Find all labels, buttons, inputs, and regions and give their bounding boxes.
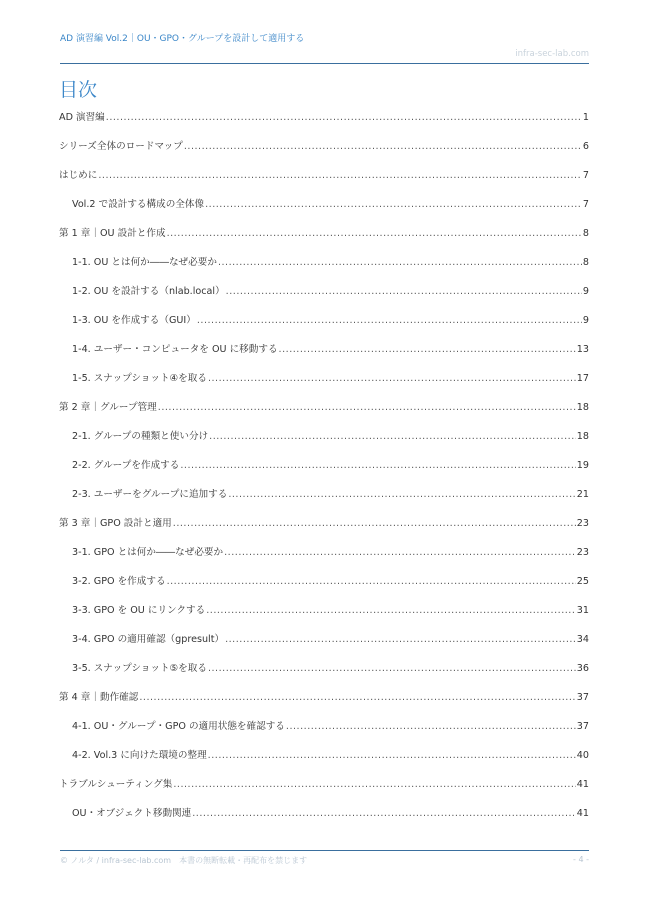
toc-heading: 目次: [59, 79, 98, 101]
toc-entry-label: 第 2 章｜グループ管理: [59, 402, 157, 413]
toc-leader-dots: [173, 509, 576, 538]
toc-leader-dots: [286, 712, 576, 741]
toc-leader-dots: [106, 103, 582, 132]
toc-entry[interactable]: [59, 683, 589, 712]
toc-entry[interactable]: [59, 480, 589, 509]
running-header-title: AD 演習編 Vol.2｜OU・GPO・グループを設計して適用する: [60, 34, 305, 44]
toc-leader-dots: [197, 306, 582, 335]
toc-entry[interactable]: [59, 654, 589, 683]
toc-leader-dots: [208, 654, 576, 683]
toc-entry-label: シリーズ全体のロードマップ: [59, 141, 183, 152]
toc-entry[interactable]: [59, 712, 589, 741]
toc-entry[interactable]: [59, 277, 589, 306]
toc-leader-dots: [173, 770, 575, 799]
toc-entry-page: 8: [582, 257, 589, 268]
toc-entry[interactable]: [59, 248, 589, 277]
toc-entry-label: 第 1 章｜OU 設計と作成: [59, 228, 166, 239]
toc-entry-label: Vol.2 で設計する構成の全体像: [72, 199, 205, 210]
toc-leader-dots: [206, 596, 576, 625]
toc-entry[interactable]: [59, 103, 589, 132]
toc-entry-page: 18: [576, 402, 589, 413]
toc-entry-label: 2-3. ユーザーをグループに追加する: [72, 489, 228, 500]
toc-entry[interactable]: [59, 770, 589, 799]
table-of-contents: [59, 103, 589, 828]
toc-entry-page: 13: [576, 344, 589, 355]
toc-entry-label: 3-5. スナップショット⑤を取る: [72, 663, 207, 674]
toc-entry[interactable]: [59, 161, 589, 190]
toc-entry-label: 第 3 章｜GPO 設計と適用: [59, 518, 172, 529]
toc-leader-dots: [209, 422, 576, 451]
toc-leader-dots: [184, 132, 582, 161]
toc-leader-dots: [279, 335, 576, 364]
toc-entry[interactable]: [59, 625, 589, 654]
toc-entry[interactable]: [59, 567, 589, 596]
toc-leader-dots: [228, 480, 575, 509]
toc-entry-label: はじめに: [59, 170, 98, 181]
toc-entry[interactable]: [59, 219, 589, 248]
toc-entry-label: 1-5. スナップショット④を取る: [72, 373, 207, 384]
toc-entry[interactable]: [59, 538, 589, 567]
toc-entry-page: 7: [582, 199, 589, 210]
toc-entry-label: OU・オブジェクト移動関連: [72, 808, 192, 819]
toc-entry-page: 23: [576, 518, 589, 529]
toc-entry-page: 17: [576, 373, 589, 384]
toc-leader-dots: [167, 567, 576, 596]
toc-entry-label: 第 4 章｜動作確認: [59, 692, 139, 703]
toc-leader-dots: [226, 277, 582, 306]
toc-leader-dots: [218, 248, 582, 277]
toc-entry-page: 23: [576, 547, 589, 558]
toc-entry-page: 1: [582, 112, 589, 123]
toc-entry-page: 8: [582, 228, 589, 239]
toc-entry-label: 3-1. GPO とは何か――なぜ必要か: [72, 547, 224, 558]
toc-entry[interactable]: [59, 393, 589, 422]
toc-leader-dots: [208, 364, 576, 393]
toc-leader-dots: [192, 799, 576, 828]
toc-entry-page: 6: [582, 141, 589, 152]
toc-entry-label: 1-2. OU を設計する（nlab.local）: [72, 286, 225, 297]
toc-entry[interactable]: [59, 364, 589, 393]
toc-entry-page: 36: [576, 663, 589, 674]
toc-entry-page: 9: [582, 315, 589, 326]
toc-entry[interactable]: [59, 596, 589, 625]
toc-entry-page: 37: [576, 692, 589, 703]
toc-entry[interactable]: [59, 741, 589, 770]
toc-entry-label: 2-1. グループの種類と使い分け: [72, 431, 209, 442]
toc-entry-label: 1-3. OU を作成する（GUI）: [72, 315, 196, 326]
toc-entry-page: 34: [576, 634, 589, 645]
toc-entry[interactable]: [59, 132, 589, 161]
toc-leader-dots: [139, 683, 575, 712]
toc-entry-page: 25: [576, 576, 589, 587]
footer-divider: [60, 850, 589, 851]
toc-leader-dots: [225, 625, 576, 654]
toc-entry-label: 1-1. OU とは何か――なぜ必要か: [72, 257, 217, 268]
toc-entry-page: 7: [582, 170, 589, 181]
toc-entry-page: 31: [576, 605, 589, 616]
toc-leader-dots: [208, 741, 576, 770]
toc-entry-label: 4-2. Vol.3 に向けた環境の整理: [72, 750, 207, 761]
toc-entry-page: 41: [576, 779, 589, 790]
footer-page-number: - 4 -: [573, 855, 589, 864]
footer-copyright: © ノルタ / infra-sec-lab.com 本書の無断転載・再配布を禁じます: [60, 856, 308, 865]
toc-entry-page: 19: [576, 460, 589, 471]
toc-leader-dots: [98, 161, 582, 190]
toc-entry-page: 9: [582, 286, 589, 297]
toc-entry-page: 18: [576, 431, 589, 442]
header-divider: [60, 63, 589, 64]
toc-entry[interactable]: [59, 335, 589, 364]
toc-entry-label: AD 演習編: [59, 112, 105, 123]
toc-leader-dots: [158, 393, 576, 422]
toc-entry[interactable]: [59, 509, 589, 538]
toc-entry-label: 4-1. OU・グループ・GPO の適用状態を確認する: [72, 721, 285, 732]
toc-entry-label: 1-4. ユーザー・コンピュータを OU に移動する: [72, 344, 278, 355]
toc-entry-label: 2-2. グループを作成する: [72, 460, 180, 471]
toc-entry-label: トラブルシューティング集: [59, 779, 173, 790]
toc-entry[interactable]: [59, 799, 589, 828]
toc-entry-label: 3-2. GPO を作成する: [72, 576, 166, 587]
toc-entry[interactable]: [59, 190, 589, 219]
toc-entry[interactable]: [59, 306, 589, 335]
toc-entry[interactable]: [59, 451, 589, 480]
toc-entry-page: 37: [576, 721, 589, 732]
toc-entry-page: 41: [576, 808, 589, 819]
toc-leader-dots: [180, 451, 575, 480]
toc-leader-dots: [205, 190, 582, 219]
toc-entry-page: 40: [576, 750, 589, 761]
toc-entry-page: 21: [576, 489, 589, 500]
toc-leader-dots: [167, 219, 582, 248]
toc-entry-label: 3-3. GPO を OU にリンクする: [72, 605, 206, 616]
toc-entry[interactable]: [59, 422, 589, 451]
running-header-site: infra-sec-lab.com: [515, 49, 589, 59]
toc-leader-dots: [224, 538, 576, 567]
toc-entry-label: 3-4. GPO の適用確認（gpresult）: [72, 634, 225, 645]
